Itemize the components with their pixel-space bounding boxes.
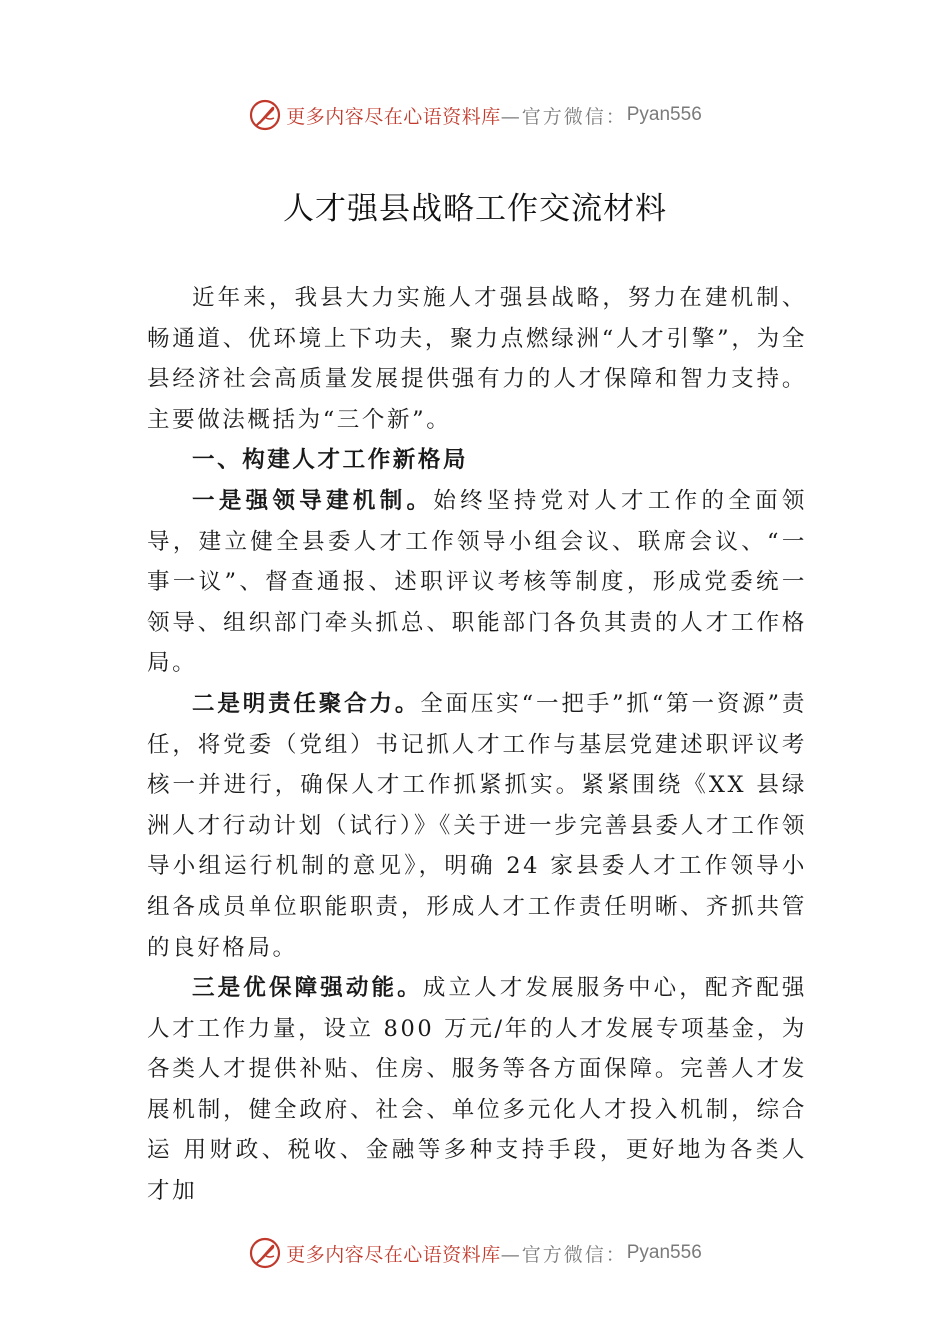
footer-watermark	[0, 1233, 950, 1273]
document-title: 人才强县战略工作交流材料	[283, 191, 667, 227]
paragraph-1-body: 始终坚持党对人才工作的全面领导，建立健全县委人才工作领导小组会议、联席会议、“一事一议”、督查通报、述职评议考核等制度，形成党委统一领导、组织部门牵头抓总、职能部门各负其责的人才工作格局。	[147, 487, 807, 677]
separator-text: —官方微信：	[500, 1243, 627, 1266]
quill-logo-icon	[248, 1236, 282, 1270]
separator-text: —官方微信：	[500, 105, 627, 128]
brand-text: 更多内容尽在心语资料库	[286, 105, 501, 128]
paragraph-3-body: 成立人才发展服务中心，配齐配强人才工作力量，设立 800 万元/年的人才发展专项基金，为各类人才提供补贴、住房、服务等各方面保障。完善人才发展机制，健全政府、社会、单位多元化人才投入机制，综合运 用财政、税收、金融等多种支持手段，更好地为各类人才加	[147, 975, 807, 1205]
paragraph-2-body: 全面压实“一把手”抓“第一资源”责任，将党委（党组）书记抓人才工作与基层党建述职评议考核一并进行，确保人才工作抓紧抓实。紧紧围绕《XX 县绿洲人才行动计划（试行）》《关于进一步完善县委人才工作领导小组运行机制的意见》，明确 24 家县委人才工作领导小组各成员单位职能职责，形成人才工作责任明晰、齐抓共管的良好格局。	[147, 690, 807, 961]
header-watermark	[0, 95, 950, 135]
intro-paragraph: 近年来，我县大力实施人才强县战略，努力在建机制、畅通道、优环境上下功夫，聚力点燃绿洲“人才引擎”，为全县经济社会高质量发展提供强有力的人才保障和智力支持。 主要做法概括为“三个新”。	[147, 285, 807, 433]
paragraph-3-lead: 三是优保障强动能。	[192, 975, 423, 1002]
paragraph-3	[147, 968, 807, 1212]
quill-logo-icon	[248, 98, 282, 132]
wechat-id: Pyan556	[626, 104, 702, 125]
brand-text: 更多内容尽在心语资料库	[286, 1243, 501, 1266]
paragraph-1-lead: 一是强领导建机制。	[192, 487, 434, 514]
paragraph-2-lead: 二是明责任聚合力。	[192, 690, 421, 717]
paragraph-2	[147, 684, 807, 968]
paragraph-1	[147, 481, 807, 684]
section-heading: 一、构建人才工作新格局	[192, 447, 469, 474]
document-body	[147, 278, 807, 1212]
wechat-id: Pyan556	[626, 1242, 702, 1263]
